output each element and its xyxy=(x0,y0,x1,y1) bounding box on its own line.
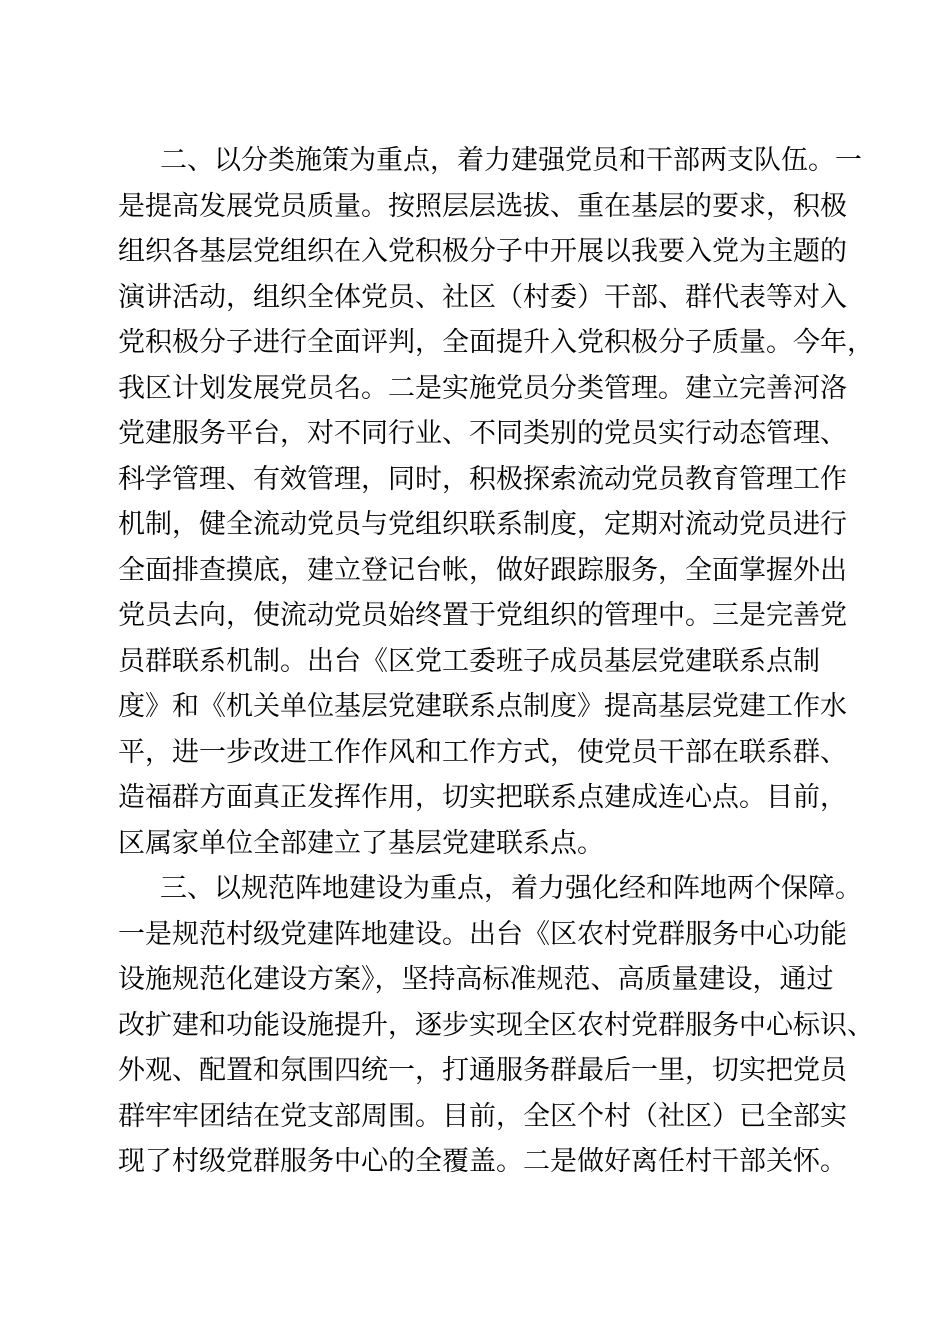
paragraph-line: 外观、配置和氛围四统一，打通服务群最后一里，切实把党员 xyxy=(118,1055,847,1086)
paragraph-line: 员群联系机制。出台《区党工委班子成员基层党建联系点制 xyxy=(118,645,820,677)
paragraph-line: 是提高发展党员质量。按照层层选拔、重在基层的要求，积极 xyxy=(118,190,847,222)
paragraph-line: 区属家单位全部建立了基层党建联系点。 xyxy=(118,827,604,859)
paragraph-line: 党积极分子进行全面评判，全面提升入党积极分子质量。今年， xyxy=(118,327,874,358)
body-text xyxy=(118,138,874,1185)
paragraph-line: 改扩建和功能设施提升，逐步实现全区农村党群服务中心标识、 xyxy=(118,1009,874,1041)
paragraph-line: 设施规范化建设方案》，坚持高标准规范、高质量建设，通过 xyxy=(118,964,834,995)
paragraph-line: 机制，健全流动党员与党组织联系制度，定期对流动党员进行 xyxy=(118,509,847,540)
paragraph-line: 科学管理、有效管理，同时，积极探索流动党员教育管理工作 xyxy=(118,463,847,495)
paragraph-line: 我区计划发展党员名。二是实施党员分类管理。建立完善河洛 xyxy=(118,372,847,404)
paragraph-line: 党建服务平台，对不同行业、不同类别的党员实行动态管理、 xyxy=(118,418,847,449)
paragraph-line: 群牢牢团结在党支部周围。目前，全区个村（社区）已全部实 xyxy=(118,1100,847,1132)
paragraph-line: 一是规范村级党建阵地建设。出台《区农村党群服务中心功能 xyxy=(118,918,847,950)
paragraph-line: 平，进一步改进工作作风和工作方式，使党员干部在联系群、 xyxy=(118,736,847,768)
paragraph-line: 党员去向，使流动党员始终置于党组织的管理中。三是完善党 xyxy=(118,600,847,631)
paragraph-line: 组织各基层党组织在入党积极分子中开展以我要入党为主题的 xyxy=(118,236,847,267)
paragraph-line: 演讲活动，组织全体党员、社区（村委）干部、群代表等对入 xyxy=(118,281,847,313)
paragraph-line: 造福群方面真正发挥作用，切实把联系点建成连心点。目前， xyxy=(118,782,847,813)
paragraph-line: 度》和《机关单位基层党建联系点制度》提高基层党建工作水 xyxy=(118,691,847,722)
paragraph-line: 二、以分类施策为重点，着力建强党员和干部两支队伍。一 xyxy=(160,145,862,176)
paragraph-line: 三、以规范阵地建设为重点，着力强化经和阵地两个保障。 xyxy=(160,873,862,904)
paragraph-line: 现了村级党群服务中心的全覆盖。二是做好离任村干部关怀。 xyxy=(118,1146,847,1177)
paragraph-line: 全面排查摸底，建立登记台帐，做好跟踪服务，全面掌握外出 xyxy=(118,554,847,586)
